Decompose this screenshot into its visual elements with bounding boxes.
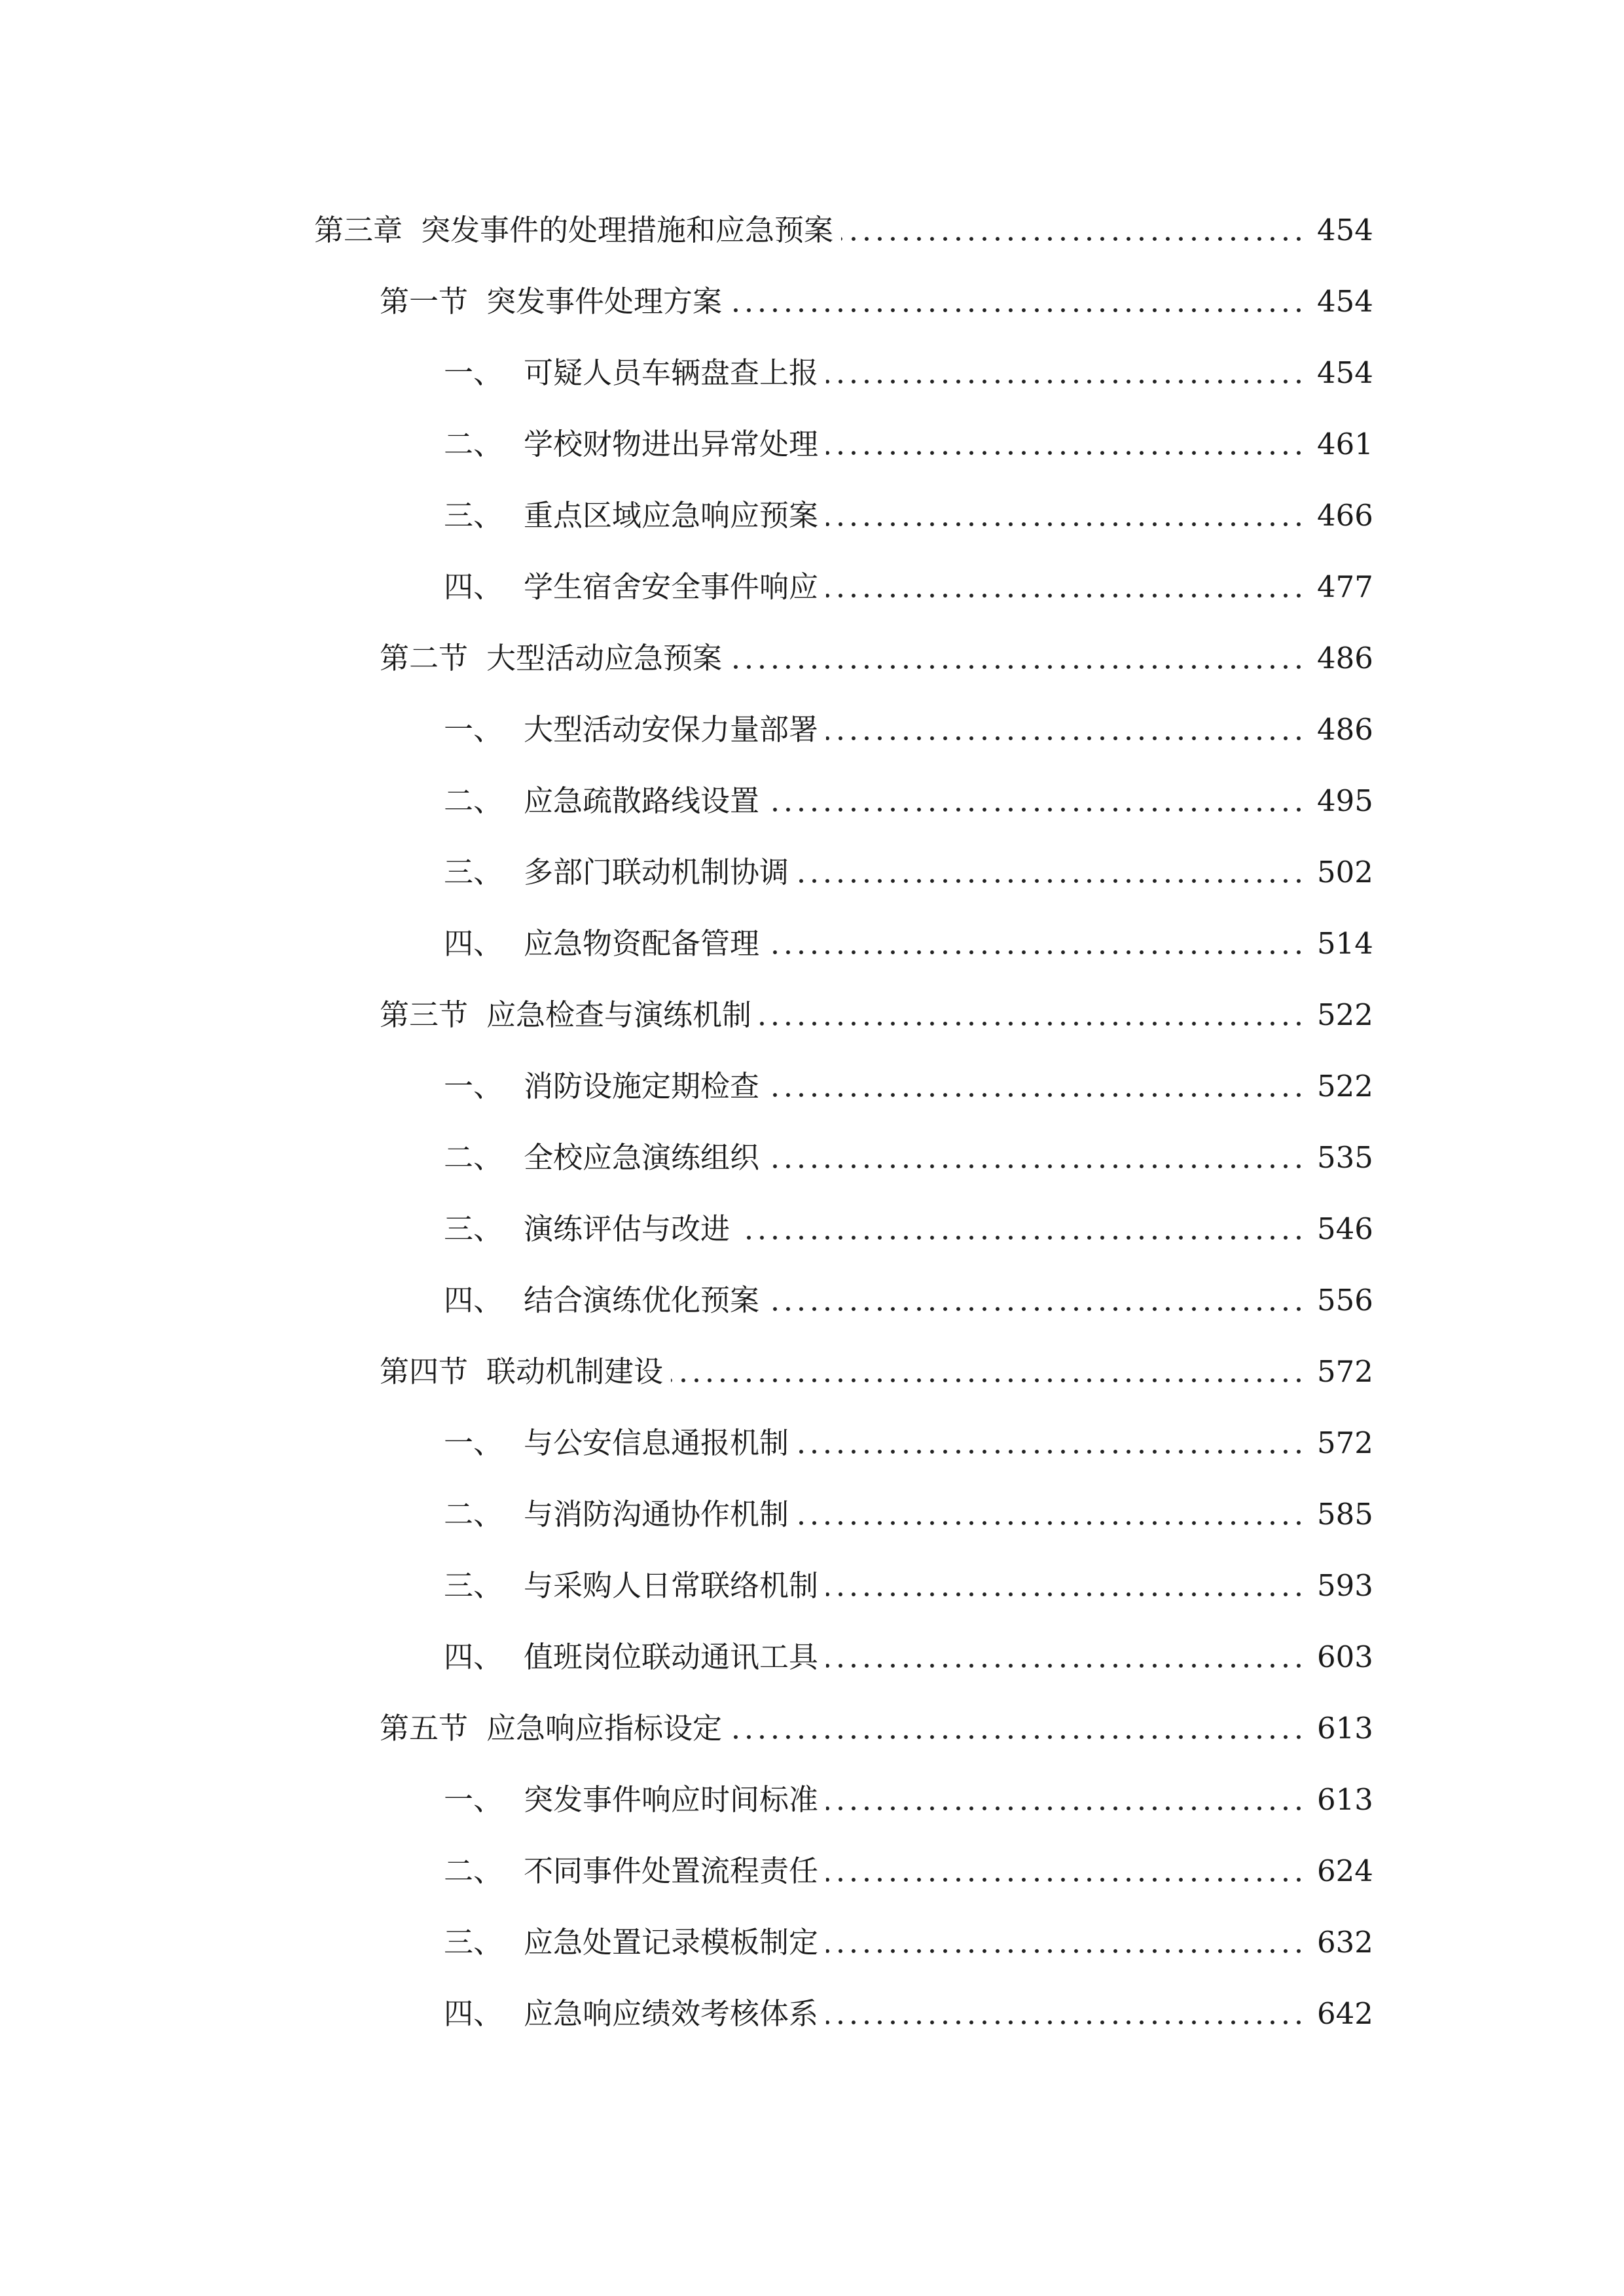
toc-entry-page: 632 [1317, 1925, 1373, 1960]
toc-subsection[interactable] [444, 775, 1373, 827]
toc-entry-title: 重点区域应急响应预案 [524, 498, 819, 533]
toc-entry-title: 突发事件的处理措施和应急预案 [421, 213, 834, 247]
toc-entry-label [444, 1274, 759, 1327]
toc-subsection[interactable] [444, 1132, 1373, 1184]
toc-entry-label [444, 1488, 789, 1541]
toc-subsection[interactable] [444, 1845, 1373, 1897]
dot-leader [671, 1376, 1305, 1384]
dot-leader [730, 1733, 1305, 1741]
toc-entry-prefix: 第三节 [380, 997, 469, 1032]
toc-entry-page: 477 [1317, 569, 1373, 604]
toc-entry-label [444, 1631, 818, 1683]
toc-entry-prefix: 三、 [444, 1568, 503, 1603]
toc-entry-label [444, 918, 759, 970]
dot-leader [797, 877, 1305, 885]
toc-entry-title: 应急疏散路线设置 [524, 783, 760, 818]
toc-entry-page: 535 [1317, 1140, 1373, 1175]
dot-leader [730, 306, 1305, 314]
toc-entry-prefix: 一、 [444, 355, 503, 390]
toc-entry-label [444, 704, 818, 756]
toc-entry-prefix: 三、 [444, 1925, 503, 1960]
toc-entry-title: 与公安信息通报机制 [524, 1426, 789, 1460]
toc-entry-prefix: 二、 [444, 1497, 503, 1532]
dot-leader [767, 1305, 1305, 1313]
toc-entry-prefix: 二、 [444, 1854, 503, 1888]
toc-entry-title: 学生宿舍安全事件响应 [524, 569, 819, 604]
toc-entry-title: 可疑人员车辆盘查上报 [524, 355, 819, 390]
dot-leader [767, 1091, 1305, 1099]
dot-leader [767, 948, 1305, 956]
toc-entry-title: 不同事件处置流程责任 [524, 1854, 819, 1888]
toc-entry-title: 应急物资配备管理 [524, 926, 760, 961]
dot-leader [826, 520, 1305, 528]
toc-entry-title: 联动机制建设 [486, 1354, 664, 1389]
toc-entry-prefix: 二、 [444, 783, 503, 818]
toc-subsection[interactable] [444, 1916, 1373, 1969]
toc-entry-title: 应急检查与演练机制 [486, 997, 752, 1032]
toc-entry-prefix: 四、 [444, 1283, 503, 1318]
toc-entry-prefix: 三、 [444, 1211, 503, 1246]
toc-entry-page: 585 [1317, 1497, 1373, 1532]
toc-subsection[interactable] [444, 561, 1373, 613]
toc-entry-page: 613 [1317, 1782, 1373, 1817]
toc-entry-page: 556 [1317, 1283, 1373, 1318]
toc-subsection[interactable] [444, 1417, 1373, 1469]
toc-entry-page: 613 [1317, 1711, 1373, 1746]
toc-entry-prefix: 三、 [444, 855, 503, 889]
toc-entry-page: 572 [1317, 1354, 1373, 1389]
toc-subsection[interactable] [444, 1488, 1373, 1541]
dot-leader [841, 235, 1305, 243]
toc-entry-page: 466 [1317, 498, 1373, 533]
toc-entry-title: 结合演练优化预案 [524, 1283, 760, 1318]
toc-subsection[interactable] [444, 1274, 1373, 1327]
toc-entry-title: 全校应急演练组织 [524, 1140, 760, 1175]
toc-entry-label [444, 1132, 759, 1184]
dot-leader [767, 1162, 1305, 1170]
dot-leader [826, 449, 1305, 457]
toc-subsection[interactable] [444, 347, 1373, 399]
toc-entry-label [444, 347, 818, 399]
toc-subsection[interactable] [444, 1203, 1373, 1255]
dot-leader [826, 1804, 1305, 1812]
toc-entry-label [444, 1560, 818, 1612]
toc-section-1[interactable] [380, 276, 1373, 328]
toc-entry-label [444, 846, 789, 899]
toc-entry-label [444, 1417, 789, 1469]
toc-entry-prefix: 二、 [444, 427, 503, 461]
toc-entry-prefix: 二、 [444, 1140, 503, 1175]
toc-subsection[interactable] [444, 1631, 1373, 1683]
toc-entry-page: 486 [1317, 641, 1373, 675]
toc-entry-label [444, 1774, 818, 1826]
toc-entry-page: 514 [1317, 926, 1373, 961]
toc-subsection[interactable] [444, 418, 1373, 471]
toc-entry-label [444, 418, 818, 471]
dot-leader [759, 1020, 1305, 1028]
dot-leader [826, 1590, 1305, 1598]
toc-subsection[interactable] [444, 1988, 1373, 2040]
toc-entry-page: 522 [1317, 997, 1373, 1032]
toc-entry-prefix: 第五节 [380, 1711, 469, 1746]
toc-entry-label [444, 775, 759, 827]
toc-entry-title: 大型活动安保力量部署 [524, 712, 819, 747]
toc-entry-page: 495 [1317, 783, 1373, 818]
toc-subsection[interactable] [444, 918, 1373, 970]
toc-entry-label [444, 1845, 818, 1897]
toc-entry-label [444, 1203, 730, 1255]
toc-subsection[interactable] [444, 1774, 1373, 1826]
toc-entry-title: 消防设施定期检查 [524, 1069, 760, 1103]
toc-entry-page: 546 [1317, 1211, 1373, 1246]
toc-entry-page: 486 [1317, 712, 1373, 747]
dot-leader [797, 1519, 1305, 1527]
toc-entry-label [444, 1916, 818, 1969]
toc-entry-page: 642 [1317, 1996, 1373, 2031]
toc-entry-page: 454 [1317, 213, 1373, 247]
toc-chapter-3[interactable] [314, 204, 1373, 257]
toc-entry-page: 454 [1317, 284, 1373, 319]
toc-entry-prefix: 四、 [444, 569, 503, 604]
toc-entry-page: 593 [1317, 1568, 1373, 1603]
dot-leader [826, 378, 1305, 386]
toc-entry-title: 突发事件处理方案 [486, 284, 723, 319]
toc-entry-prefix: 四、 [444, 1640, 503, 1674]
toc-entry-prefix: 四、 [444, 1996, 503, 2031]
toc-entry-prefix: 第四节 [380, 1354, 469, 1389]
toc-entry-prefix: 一、 [444, 1069, 503, 1103]
toc-entry-prefix: 一、 [444, 712, 503, 747]
dot-leader [738, 1234, 1305, 1242]
toc-subsection[interactable] [444, 490, 1373, 542]
dot-leader [826, 1662, 1305, 1670]
dot-leader [797, 1448, 1305, 1456]
toc-section-4[interactable] [380, 1346, 1373, 1398]
toc-entry-title: 值班岗位联动通讯工具 [524, 1640, 819, 1674]
toc-entry-label [380, 276, 722, 328]
toc-entry-label [380, 1346, 663, 1398]
toc-entry-page: 454 [1317, 355, 1373, 390]
toc-entry-title: 应急处置记录模板制定 [524, 1925, 819, 1960]
toc-entry-title: 应急响应绩效考核体系 [524, 1996, 819, 2031]
toc-entry-page: 572 [1317, 1426, 1373, 1460]
toc-entry-label [314, 204, 833, 257]
toc-subsection[interactable] [444, 704, 1373, 756]
toc-entry-prefix: 四、 [444, 926, 503, 961]
dot-leader [826, 1876, 1305, 1884]
toc-entry-label [444, 1060, 759, 1113]
toc-section-5[interactable] [380, 1702, 1373, 1755]
toc-entry-title: 与消防沟通协作机制 [524, 1497, 789, 1532]
toc-entry-page: 624 [1317, 1854, 1373, 1888]
toc-entry-page: 603 [1317, 1640, 1373, 1674]
toc-entry-page: 461 [1317, 427, 1373, 461]
toc-entry-prefix: 一、 [444, 1782, 503, 1817]
toc-entry-label [444, 561, 818, 613]
dot-leader [767, 806, 1305, 814]
toc-entry-prefix: 第一节 [380, 284, 469, 319]
toc-entry-label [444, 490, 818, 542]
toc-entry-title: 与采购人日常联络机制 [524, 1568, 819, 1603]
toc-entry-title: 多部门联动机制协调 [524, 855, 789, 889]
toc-entry-prefix: 三、 [444, 498, 503, 533]
dot-leader [730, 663, 1305, 671]
toc-entry-prefix: 第二节 [380, 641, 469, 675]
toc-section-2[interactable] [380, 632, 1373, 685]
toc-subsection[interactable] [444, 846, 1373, 899]
dot-leader [826, 2018, 1305, 2026]
dot-leader [826, 1947, 1305, 1955]
toc-entry-title: 演练评估与改进 [524, 1211, 731, 1246]
toc-entry-title: 突发事件响应时间标准 [524, 1782, 819, 1817]
toc-entry-label [380, 989, 751, 1041]
toc-entry-title: 应急响应指标设定 [486, 1711, 723, 1746]
toc-entry-title: 学校财物进出异常处理 [524, 427, 819, 461]
dot-leader [826, 734, 1305, 742]
toc-entry-page: 502 [1317, 855, 1373, 889]
toc-entry-title: 大型活动应急预案 [486, 641, 723, 675]
toc-subsection[interactable] [444, 1060, 1373, 1113]
toc-entry-page: 522 [1317, 1069, 1373, 1103]
toc-entry-prefix: 第三章 [314, 213, 403, 247]
toc-entry-label [444, 1988, 818, 2040]
toc-section-3[interactable] [380, 989, 1373, 1041]
toc-subsection[interactable] [444, 1560, 1373, 1612]
toc-entry-label [380, 632, 722, 685]
toc-entry-prefix: 一、 [444, 1426, 503, 1460]
dot-leader [826, 592, 1305, 600]
toc-entry-label [380, 1702, 722, 1755]
